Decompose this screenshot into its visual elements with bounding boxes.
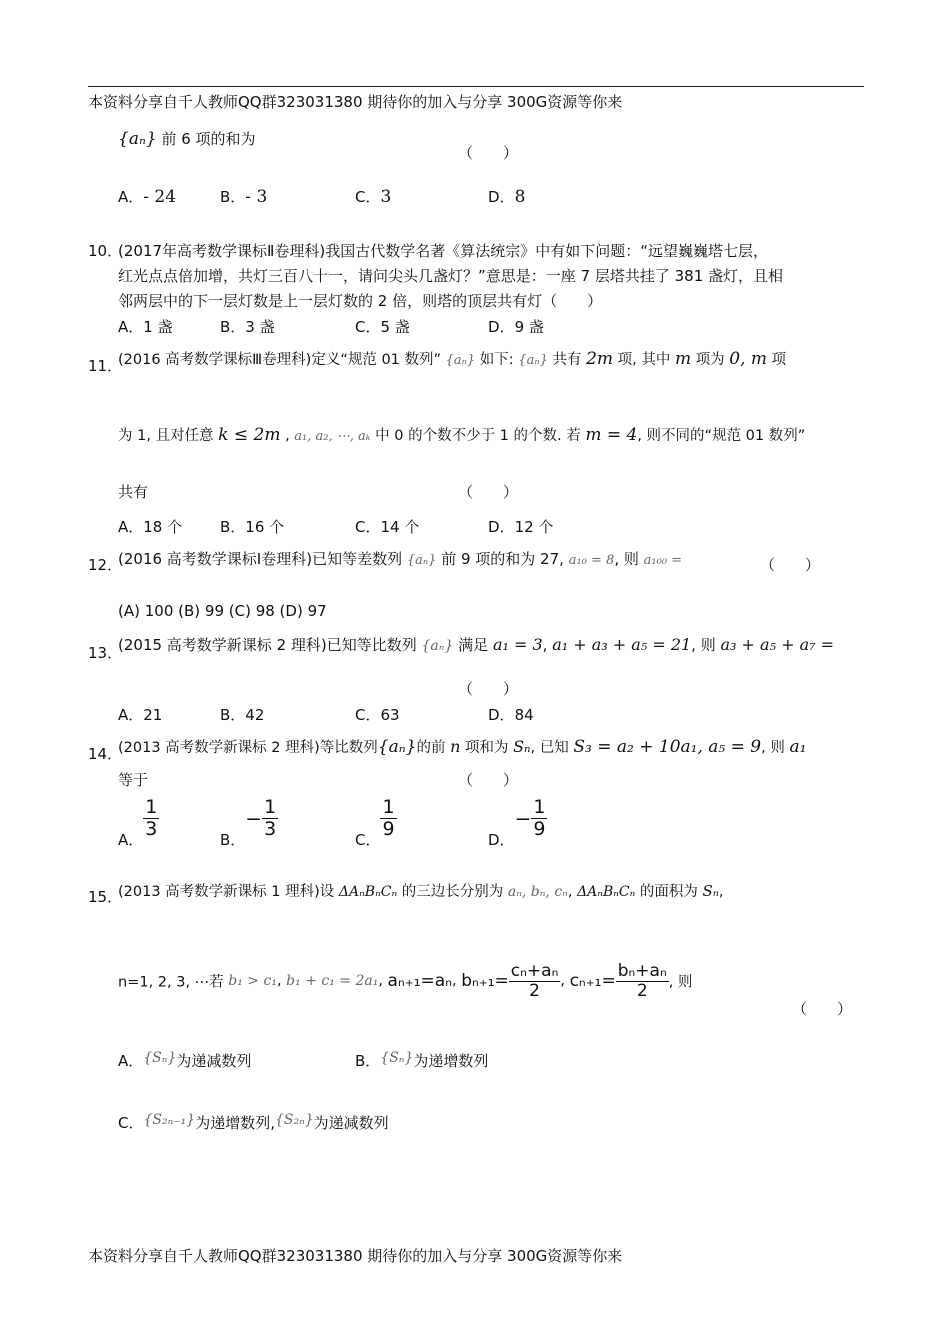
option-label: A． [118, 830, 144, 849]
q11-text: 共有 [552, 352, 582, 368]
q14-option-d[interactable] [488, 797, 547, 850]
q11-2m: 2m [586, 349, 614, 369]
q13-a1: a₁ = 3 [492, 635, 543, 654]
fraction-denominator: 9 [533, 817, 546, 840]
q15-b1c1: b₁ > c₁ [228, 973, 277, 990]
q15-sides: aₙ, bₙ, cₙ [507, 884, 568, 900]
q11-comma: , [285, 428, 290, 444]
q13-number: 13． [88, 644, 123, 662]
q13-option-a[interactable] [118, 704, 162, 725]
q12-stem [118, 548, 682, 569]
option-label: A． [118, 1052, 144, 1070]
q15-option-a[interactable] [118, 1050, 251, 1071]
q10-option-c[interactable] [355, 316, 410, 337]
q9-text: 前 6 项的和为 [161, 130, 256, 148]
q9-option-b[interactable] [220, 186, 267, 207]
q13-option-b[interactable] [220, 704, 264, 725]
option-label: B． [220, 188, 246, 206]
q14-text: , 已知 [530, 740, 569, 756]
fraction-denominator: 3 [145, 817, 158, 840]
q14-number: 14． [88, 745, 123, 763]
q14-option-c[interactable] [355, 797, 397, 850]
option-value: 为递减数列 [176, 1052, 252, 1070]
q12-paren: （ ） [760, 556, 821, 574]
q9-paren: （ ） [458, 144, 519, 162]
option-value: 18 个 [143, 518, 183, 536]
q14-option-a[interactable] [118, 797, 159, 850]
q15-line2 [118, 962, 692, 1000]
q11-text: 项, 其中 [617, 352, 671, 368]
q11-0m: 0, m [729, 349, 768, 369]
q11-paren: （ ） [458, 483, 519, 501]
q15-frac-b [509, 962, 561, 1000]
q9-option-a[interactable] [118, 186, 176, 207]
q9-option-d[interactable] [488, 186, 525, 207]
q15-stem [118, 880, 724, 901]
q14-stem [118, 736, 806, 757]
q11-text: 项 [771, 352, 787, 368]
q15-paren: （ ） [792, 1000, 853, 1018]
q11-text: 为 1, 且对任意 [118, 428, 214, 444]
q9-option-c[interactable] [355, 186, 391, 207]
option-value: 为递减数列 [313, 1114, 389, 1132]
q15-comma: , [560, 973, 565, 990]
q11-option-d[interactable] [488, 516, 553, 537]
q9-stem [118, 128, 256, 149]
fraction-numerator: cₙ+aₙ [510, 961, 559, 981]
q11-option-b[interactable] [220, 516, 284, 537]
q11-line3: 共有 [118, 483, 149, 501]
q14-paren: （ ） [458, 771, 519, 789]
q15-text: , 则 [668, 974, 693, 991]
option-label: A． [118, 188, 144, 206]
q11-line2 [118, 424, 805, 445]
option-math: {S₂ₙ} [274, 1112, 314, 1128]
q15-triangle: ΔAₙBₙCₙ [338, 884, 398, 900]
q15-an1: aₙ₊₁=aₙ [387, 971, 452, 992]
q11-option-a[interactable] [118, 516, 182, 537]
q15-text: (2013 高考数学新课标 1 理科)设 [118, 884, 335, 900]
q12-options[interactable]: (A) 100 (B) 99 (C) 98 (D) 97 [118, 602, 327, 620]
q13-text: (2015 高考数学新课标 2 理科)已知等比数列 [118, 636, 417, 654]
option-label: C． [355, 706, 381, 724]
q13-text: , [542, 636, 548, 654]
q15-bn1: bₙ₊₁= [461, 971, 509, 992]
option-label: C． [355, 318, 381, 336]
q14-condition: S₃ = a₂ + 10a₁, a₅ = 9 [573, 737, 762, 757]
option-label: A． [118, 706, 144, 724]
option-value: 84 [514, 706, 534, 724]
q14-text: 项和为 [464, 740, 509, 756]
q14-a1: a₁ [789, 737, 807, 757]
option-fraction [143, 797, 159, 840]
q15-text: 的三边长分别为 [401, 884, 504, 900]
q11-number: 11． [88, 357, 123, 375]
q13-sum2: a₃ + a₅ + a₇ = [720, 635, 835, 654]
q12-text: (2016 高考数学课标Ⅰ卷理科)已知等差数列 [118, 550, 403, 568]
fraction-numerator: 1 [145, 796, 158, 818]
option-value: 16 个 [245, 518, 285, 536]
q15-option-b[interactable] [355, 1050, 488, 1071]
option-label: D． [488, 518, 515, 536]
option-label: D． [488, 188, 515, 206]
option-value: 3 盏 [245, 318, 275, 336]
option-value: 为递增数列, [195, 1114, 275, 1132]
option-fraction [380, 797, 396, 840]
option-value: 8 [514, 187, 526, 207]
q15-comma: , [378, 973, 383, 990]
fraction-denominator: 2 [636, 980, 648, 1001]
q10-line2: 红光点点倍加增，共灯三百八十一，请问尖头几盏灯？”意思是：一座 7 层塔共挂了 381 盏灯，且相 [118, 267, 784, 285]
q11-text: 项为 [695, 352, 725, 368]
q15-number: 15． [88, 888, 123, 906]
q12-a10: a₁₀ = 8 [568, 553, 615, 568]
option-label: B． [355, 1052, 381, 1070]
option-value: 63 [380, 706, 400, 724]
fraction-denominator: 3 [264, 817, 277, 840]
option-sign: − [514, 806, 532, 831]
fraction-numerator: 1 [264, 796, 277, 818]
fraction-numerator: 1 [533, 796, 546, 818]
fraction-denominator: 2 [529, 980, 540, 1001]
q11-text: (2016 高考数学课标Ⅲ卷理科)定义“规范 01 数列” [118, 352, 442, 368]
q15-b1a1: b₁ + c₁ = 2a₁ [286, 973, 379, 990]
q11-option-c[interactable] [355, 516, 419, 537]
q13-text: , 则 [691, 636, 716, 654]
fraction-numerator: 1 [382, 796, 395, 818]
q14-sn: Sₙ [513, 737, 531, 756]
q11-seq: {aₙ} [518, 353, 548, 368]
option-value: - 3 [245, 187, 268, 207]
q15-sn: Sₙ [702, 882, 719, 900]
q13-seq: {aₙ} [421, 638, 454, 654]
q11-text: 中 0 的个数不少于 1 的个数. 若 [375, 428, 581, 444]
option-label: C． [355, 830, 381, 849]
q13-stem [118, 634, 834, 655]
footer-text: 本资料分享自千人教师QQ群323031380 期待你的加入与分享 300G资源等你来 [88, 1247, 623, 1265]
q15-triangle: ΔAₙBₙCₙ [577, 884, 636, 900]
option-math: {Sₙ} [380, 1050, 414, 1066]
option-label: C． [118, 1114, 144, 1132]
option-value: 42 [245, 706, 265, 724]
q10-option-b[interactable] [220, 316, 275, 337]
option-fraction [531, 797, 547, 840]
q13-sum1: a₁ + a₃ + a₅ = 21 [552, 635, 692, 654]
q13-paren: （ ） [458, 680, 519, 698]
q14-seq: {aₙ} [377, 737, 417, 757]
option-label: A． [118, 318, 144, 336]
q15-text: 的面积为 [639, 884, 698, 900]
q12-number: 12． [88, 556, 123, 574]
q10-option-a[interactable] [118, 316, 173, 337]
option-label: D． [488, 706, 515, 724]
q11-text: , 则不同的“规范 01 数列” [637, 428, 806, 444]
q14-option-b[interactable] [220, 797, 278, 850]
option-label: B． [220, 518, 246, 536]
q15-option-c[interactable] [118, 1112, 389, 1133]
q15-comma: , [276, 973, 282, 990]
q15-frac-c [616, 962, 669, 1000]
q12-a100: a₁₀₀ = [643, 553, 683, 568]
option-label: D． [488, 830, 515, 849]
option-fraction [262, 797, 278, 840]
option-label: B． [220, 706, 246, 724]
header-rule [88, 86, 864, 87]
option-label: B． [220, 318, 246, 336]
q13-option-d[interactable] [488, 704, 534, 725]
option-value: 14 个 [380, 518, 420, 536]
option-value: 5 盏 [380, 318, 410, 336]
option-value: 1 盏 [143, 318, 173, 336]
q13-text: 满足 [458, 636, 489, 654]
fraction-numerator: bₙ+aₙ [617, 961, 667, 981]
q11-seq: {aₙ} [445, 353, 476, 368]
q14-text: 的前 [416, 740, 446, 756]
q10-number: 10． [88, 242, 123, 260]
q15-comma: , [451, 973, 457, 990]
option-label: D． [488, 318, 515, 336]
q11-line1 [118, 348, 786, 369]
option-label: B． [220, 830, 246, 849]
q14-n: n [450, 737, 461, 756]
header-text: 本资料分享自千人教师QQ群323031380 期待你的加入与分享 300G资源等你来 [88, 93, 623, 111]
q10-line1: (2017年高考数学课标Ⅱ卷理科)我国古代数学名著《算法统宗》中有如下问题：“远望巍巍塔七层， [118, 242, 769, 260]
q10-option-d[interactable] [488, 316, 544, 337]
option-label: C． [355, 188, 381, 206]
option-value: 12 个 [514, 518, 554, 536]
q11-seq-list: a₁, a₂, ⋯, aₖ [294, 429, 371, 444]
q11-m-eq: m = 4 [585, 425, 638, 445]
option-sign: − [245, 806, 263, 831]
option-label: C． [355, 518, 381, 536]
option-value: 为递增数列 [413, 1052, 489, 1070]
q12-seq: {aₙ} [406, 553, 437, 568]
option-value: - 24 [143, 187, 177, 207]
option-math: {Sₙ} [143, 1050, 177, 1066]
option-math: {S₂ₙ₋₁} [143, 1112, 196, 1128]
q12-text: 前 9 项的和为 27, [441, 550, 564, 568]
option-value: 21 [143, 706, 163, 724]
option-value: 3 [380, 187, 392, 207]
fraction-denominator: 9 [382, 817, 395, 840]
q14-text: (2013 高考数学新课标 2 理科)等比数列 [118, 740, 378, 756]
q9-seq: {aₙ} [118, 129, 157, 149]
q14-text: , 则 [761, 740, 785, 756]
option-label: A． [118, 518, 144, 536]
q15-text: n=1, 2, 3, ⋯若 [118, 974, 224, 991]
q11-text: 如下: [479, 352, 514, 368]
q15-cn1: cₙ₊₁= [569, 971, 616, 992]
q13-option-c[interactable] [355, 704, 400, 725]
q12-text: , 则 [614, 550, 639, 568]
q10-line3: 邻两层中的下一层灯数是上一层灯数的 2 倍，则塔的顶层共有灯（ ） [118, 292, 603, 310]
q14-line2: 等于 [118, 771, 149, 789]
q15-text: , [567, 884, 573, 900]
q11-k-cond: k ≤ 2m [218, 425, 281, 445]
option-value: 9 盏 [514, 318, 544, 336]
q15-text: , [718, 884, 724, 900]
q11-m: m [674, 349, 692, 369]
